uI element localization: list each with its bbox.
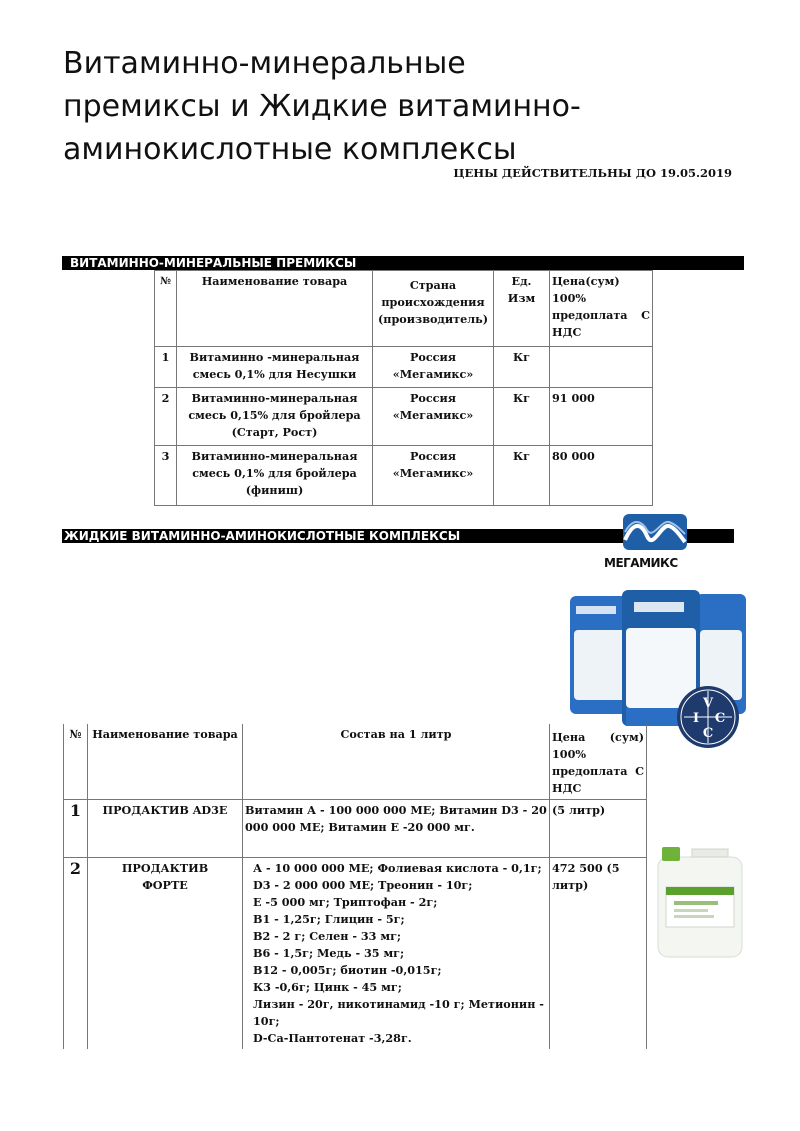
table-header-row [64,724,647,800]
row-country-line1: Россия [409,449,457,463]
page-title [63,42,663,171]
row-country-line2: «Мегамикс» [392,466,474,480]
badge-letter-top: V [702,696,714,711]
megamix-logo-text: МЕГАМИКС [604,556,678,570]
header-price-line4: НДС [552,325,582,339]
row-price: 91 000 [550,388,653,446]
composition-line: В6 - 1,5г; Медь - 35 мг; [253,946,405,960]
header-price-line1b: (сум) [609,730,644,744]
header-country-text: Страна происхождения (производитель) [377,278,489,326]
row-name: Витаминно-минеральная смесь 0,1% для бройлера (финиш) [177,446,373,506]
table-row [155,347,653,388]
header-price-line4: НДС [552,781,582,795]
row-country [373,446,494,506]
row-num: 3 [155,446,177,506]
badge-letter-left: I [692,711,700,726]
badge-letter-right: C [714,711,726,726]
row-country [373,388,494,446]
row-name [88,858,243,1050]
row-name: ПРОДАКТИВ AD3E [88,800,243,858]
row-num: 1 [155,347,177,388]
composition-line: Лизин - 20г, никотинамид -10 г; Метионин - 10г; [253,997,544,1028]
row-country-line2: «Мегамикс» [392,367,474,381]
section-banner-liquid-complexes: ЖИДКИЕ ВИТАМИННО-АМИНОКИСЛОТНЫЕ КОМПЛЕКСЫ [62,529,734,543]
row-price: 80 000 [550,446,653,506]
liquid-complex-table [63,724,647,1049]
row-composition [243,858,550,1050]
composition-line: А - 10 000 000 МЕ; Фолиевая кислота - 0,1г; D3 - 2 000 000 МЕ; Треонин - 10г; [253,861,542,892]
header-price-line3b: С [635,764,644,778]
table-row [155,446,653,506]
row-name-line1: ПРОДАКТИВ [121,861,209,875]
row-num: 2 [64,858,88,1050]
composition-line: В12 - 0,005г; биотин -0,015г; [253,963,442,977]
header-num: № [155,271,177,347]
header-name: Наименование товара [88,724,243,800]
row-name: Витаминно-минеральная смесь 0,15% для бройлера (Старт, Рост) [177,388,373,446]
header-price-line3b: С [641,308,650,322]
header-price-line1 [552,729,644,746]
vic-badge-icon [668,685,748,749]
composition-line: В2 - 2 г; Селен - 33 мг; [253,929,402,943]
header-price-line3a: предоплата [552,764,628,778]
row-country-line1: Россия [409,350,457,364]
composition-line: К3 -0,6г; Цинк - 45 мг; [253,980,402,994]
row-unit: Кг [494,446,550,506]
header-name: Наименование товара [177,271,373,347]
price-validity-note: ЦЕНЫ ДЕЙСТВИТЕЛЬНЫ ДО 19.05.2019 [453,166,732,180]
row-composition: Витамин А - 100 000 000 МЕ; Витамин D3 - 20 000 000 МЕ; Витамин Е -20 000 мг. [243,800,550,858]
header-price-line3a: предоплата [552,308,628,322]
title-line-2: премиксы и Жидкие витаминно- [63,89,581,124]
table-row [64,800,647,858]
header-price-line1a: Цена [552,730,586,744]
row-country [373,347,494,388]
table-header-row [155,271,653,347]
title-line-3: аминокислотные комплексы [63,132,517,167]
row-name: Витаминно -минеральная смесь 0,1% для Несушки [177,347,373,388]
header-price-line2: 100% [552,747,586,761]
header-price-line2: 100% [552,291,586,305]
header-num: № [64,724,88,800]
table-row [155,388,653,446]
header-unit-line1: Ед. [511,274,532,288]
canister-image [652,843,748,959]
header-composition: Состав на 1 литр [243,724,550,800]
row-unit: Кг [494,388,550,446]
section-banner-premixes: ВИТАМИННО-МИНЕРАЛЬНЫЕ ПРЕМИКСЫ [62,256,744,270]
table-row [64,858,647,1050]
row-unit: Кг [494,347,550,388]
row-price [550,347,653,388]
header-price [550,724,647,800]
row-country-line2: «Мегамикс» [392,408,474,422]
badge-letter-bottom: C [702,726,714,741]
header-unit [494,271,550,347]
row-num: 1 [64,800,88,858]
row-price: 472 500 (5 литр) [550,858,647,1050]
composition-line: D-Ca-Пантотенат -3,28г. [253,1031,412,1045]
header-price-line3 [552,307,650,324]
header-price [550,271,653,347]
row-num: 2 [155,388,177,446]
header-country [373,271,494,347]
header-unit-line2: Изм [507,291,536,305]
composition-line: В1 - 1,25г; Глицин - 5г; [253,912,405,926]
premix-table [154,270,653,506]
title-line-1: Витаминно-минеральные [63,46,466,81]
header-price-line3 [552,763,644,780]
header-price-line1: Цена(сум) [552,274,620,288]
row-price: (5 литр) [550,800,647,858]
row-country-line1: Россия [409,391,457,405]
composition-line: Е -5 000 мг; Триптофан - 2г; [253,895,438,909]
row-name-line2: ФОРТЕ [142,878,188,892]
